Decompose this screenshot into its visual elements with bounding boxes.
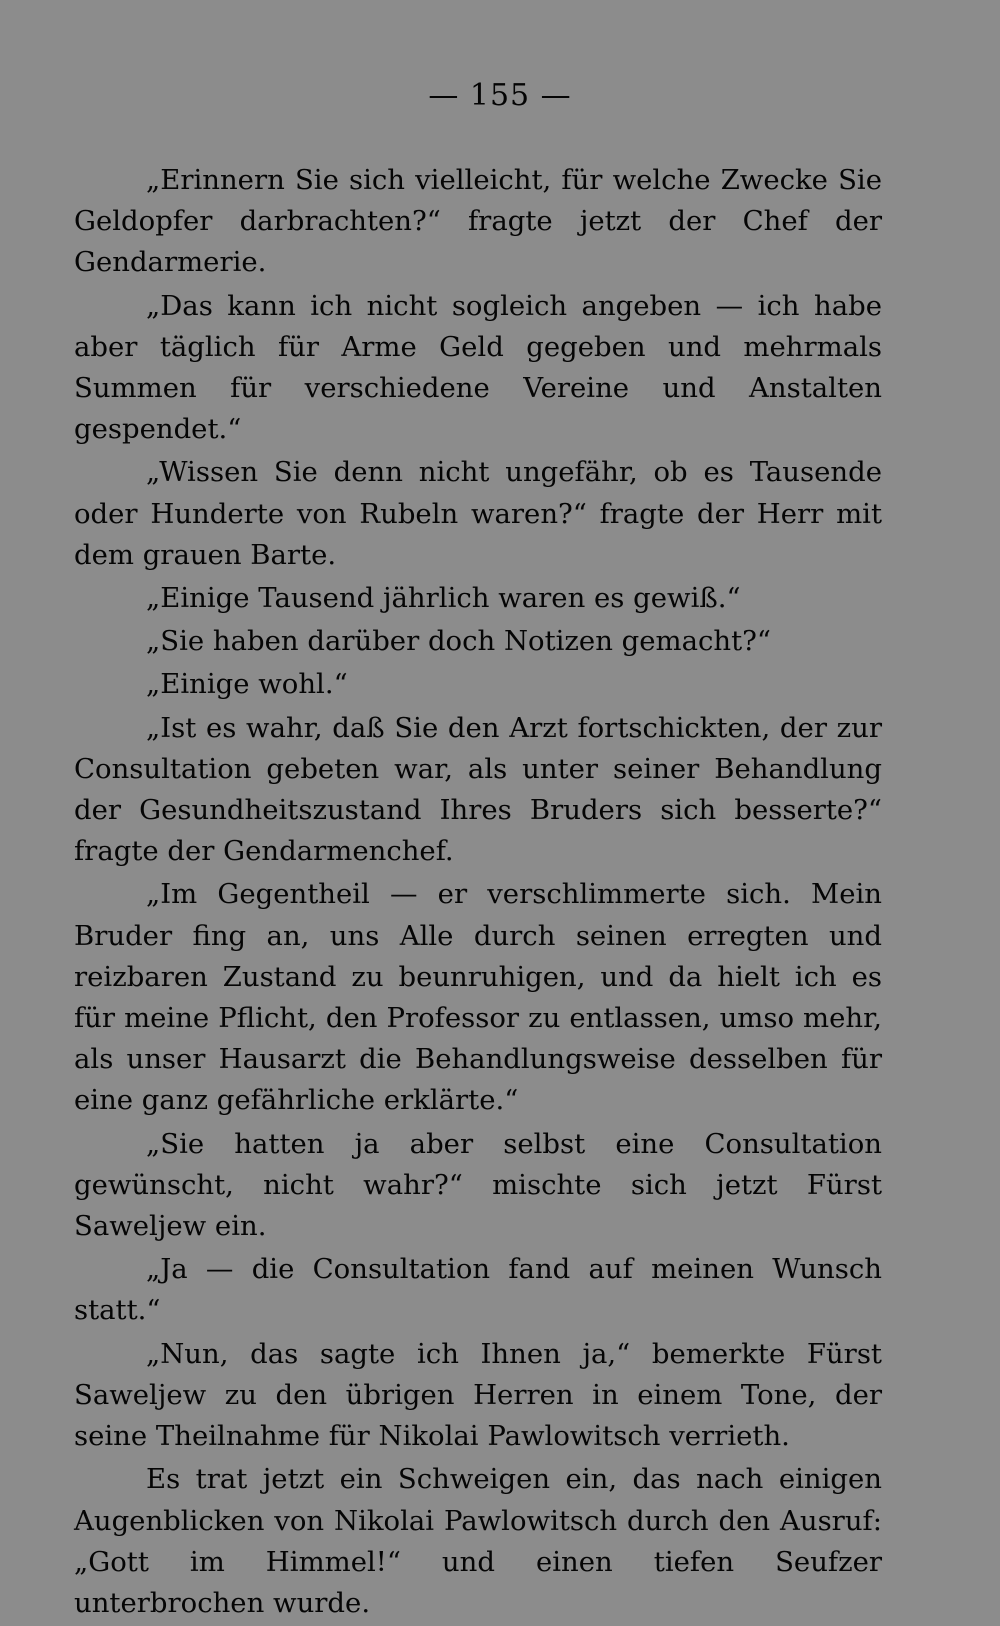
paragraph-10: „Ja — die Consultation fand auf meinen Wunsch statt.“ — [74, 1253, 882, 1327]
paragraph-2: „Das kann ich nicht sogleich angeben — ich habe aber täglich für Arme Geld gegeben und mehrmals Summen für verschiedene Vereine und Anstalten gespendet.“ — [74, 289, 882, 446]
paragraph-9: „Sie hatten ja aber selbst eine Consultation gewünscht, nicht wahr?“ mischte sich jetzt Fürst Saweljew ein. — [74, 1127, 882, 1243]
paragraph-6: „Einige wohl.“ — [146, 668, 348, 701]
paragraph-11: „Nun, das sagte ich Ihnen ja,“ bemerkte Fürst Saweljew zu den übrigen Herren in einem Tone, der seine Theilnahme für Nikolai Pawlowitsch verrieth. — [74, 1337, 882, 1453]
paragraph-12: Es trat jetzt ein Schweigen ein, das nach einigen Augenblicken von Nikolai Pawlowitsch durch den Ausruf: „Gott im Himmel!“ und einen tiefen Seufzer unterbrochen wurde. — [74, 1463, 882, 1619]
paragraph-8: „Im Gegentheil — er verschlimmerte sich. Mein Bruder fing an, uns Alle durch seinen erregten und reizbaren Zustand zu beunruhigen, und da hielt ich es für meine Pflicht, den Professor zu entlassen, umso mehr, als unser Hausarzt die Behandlungsweise desselben für eine ganz gefährliche erklärte.“ — [74, 878, 882, 1117]
paragraph-3: „Wissen Sie denn nicht ungefähr, ob es Tausende oder Hunderte von Rubeln waren?“ fragte der Herr mit dem grauen Barte. — [74, 456, 882, 571]
body-text — [74, 160, 882, 1626]
page-number: — 155 — — [428, 78, 572, 113]
paragraph-7: „Ist es wahr, daß Sie den Arzt fortschickten, der zur Consultation gebeten war, als unter seiner Behandlung der Gesundheitszustand Ihres Bruders sich besserte?“ fragte der Gendarmenchef. — [74, 711, 882, 868]
paragraph-5: „Sie haben darüber doch Notizen gemacht?“ — [146, 625, 771, 658]
paragraph-1: „Erinnern Sie sich vielleicht, für welche Zwecke Sie Geldopfer darbrachten?“ fragte jetzt der Chef der Gendarmerie. — [74, 164, 882, 279]
paragraph-4: „Einige Tausend jährlich waren es gewiß.“ — [146, 582, 741, 615]
